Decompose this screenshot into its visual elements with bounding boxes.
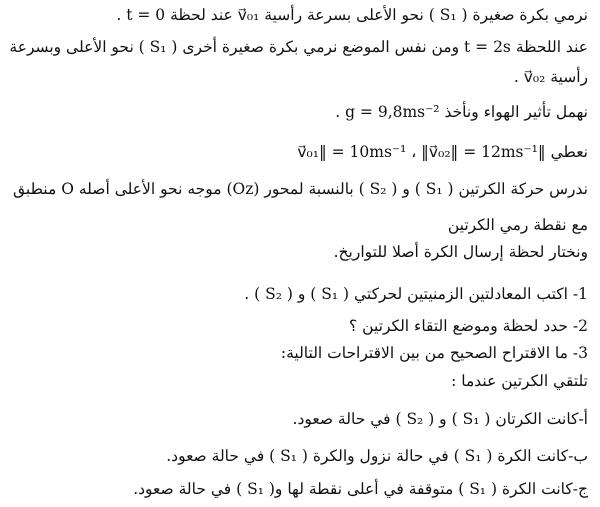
proposal-c: ج-كانت الكرة ( S₁ ) متوقفة في أعلى نقطة لها و( S₁ ) في حالة صعود. [133, 480, 588, 498]
text-line-2: عند اللحظة t = 2s ومن نفس الموضع نرمي بكرة صغيرة أخرى ( S₁ ) نحو الأعلى وبسرعة [9, 38, 588, 56]
proposal-b: ب-كانت الكرة ( S₁ ) في حالة نزول والكرة ( S₁ ) في حالة صعود. [166, 447, 588, 465]
text-line-8: ونختار لحظة إرسال الكرة أصلا للتواريخ. [333, 243, 588, 261]
text-line-12: تلتقي الكرتين عندما : [451, 372, 588, 390]
proposal-a: أ-كانت الكرتان ( S₁ ) و ( S₂ ) في حالة صعود. [292, 410, 588, 428]
text-line-7: مع نقطة رمي الكرتين [447, 216, 588, 234]
question-2: 2- حدد لحظة وموضع التقاء الكرتين ؟ [349, 317, 588, 335]
text-line-6: ندرس حركة الكرتين ( S₁ ) و ( S₂ ) بالنسبة لمحور (Oz) موجه نحو الأعلى أصله O منطبق [12, 180, 588, 198]
text-line-5: نعطي ‖v⃗₀₁‖ = 10ms⁻¹ ، ‖v⃗₀₂‖ = 12ms⁻¹ [297, 143, 588, 161]
text-line-1: نرمي بكرة صغيرة ( S₁ ) نحو الأعلى بسرعة رأسية v⃗₀₁ عند لحظة t = 0 . [116, 6, 588, 24]
text-line-3: رأسية v⃗₀₂ . [513, 68, 588, 86]
question-3: 3- ما الاقتراح الصحيح من بين الاقتراحات التالية: [280, 344, 588, 362]
text-line-4: نهمل تأثير الهواء ونأخذ g = 9,8ms⁻² . [335, 103, 588, 121]
question-1: 1- اكتب المعادلتين الزمنيتين لحركتي ( S₁ ) و ( S₂ ) . [244, 285, 588, 303]
